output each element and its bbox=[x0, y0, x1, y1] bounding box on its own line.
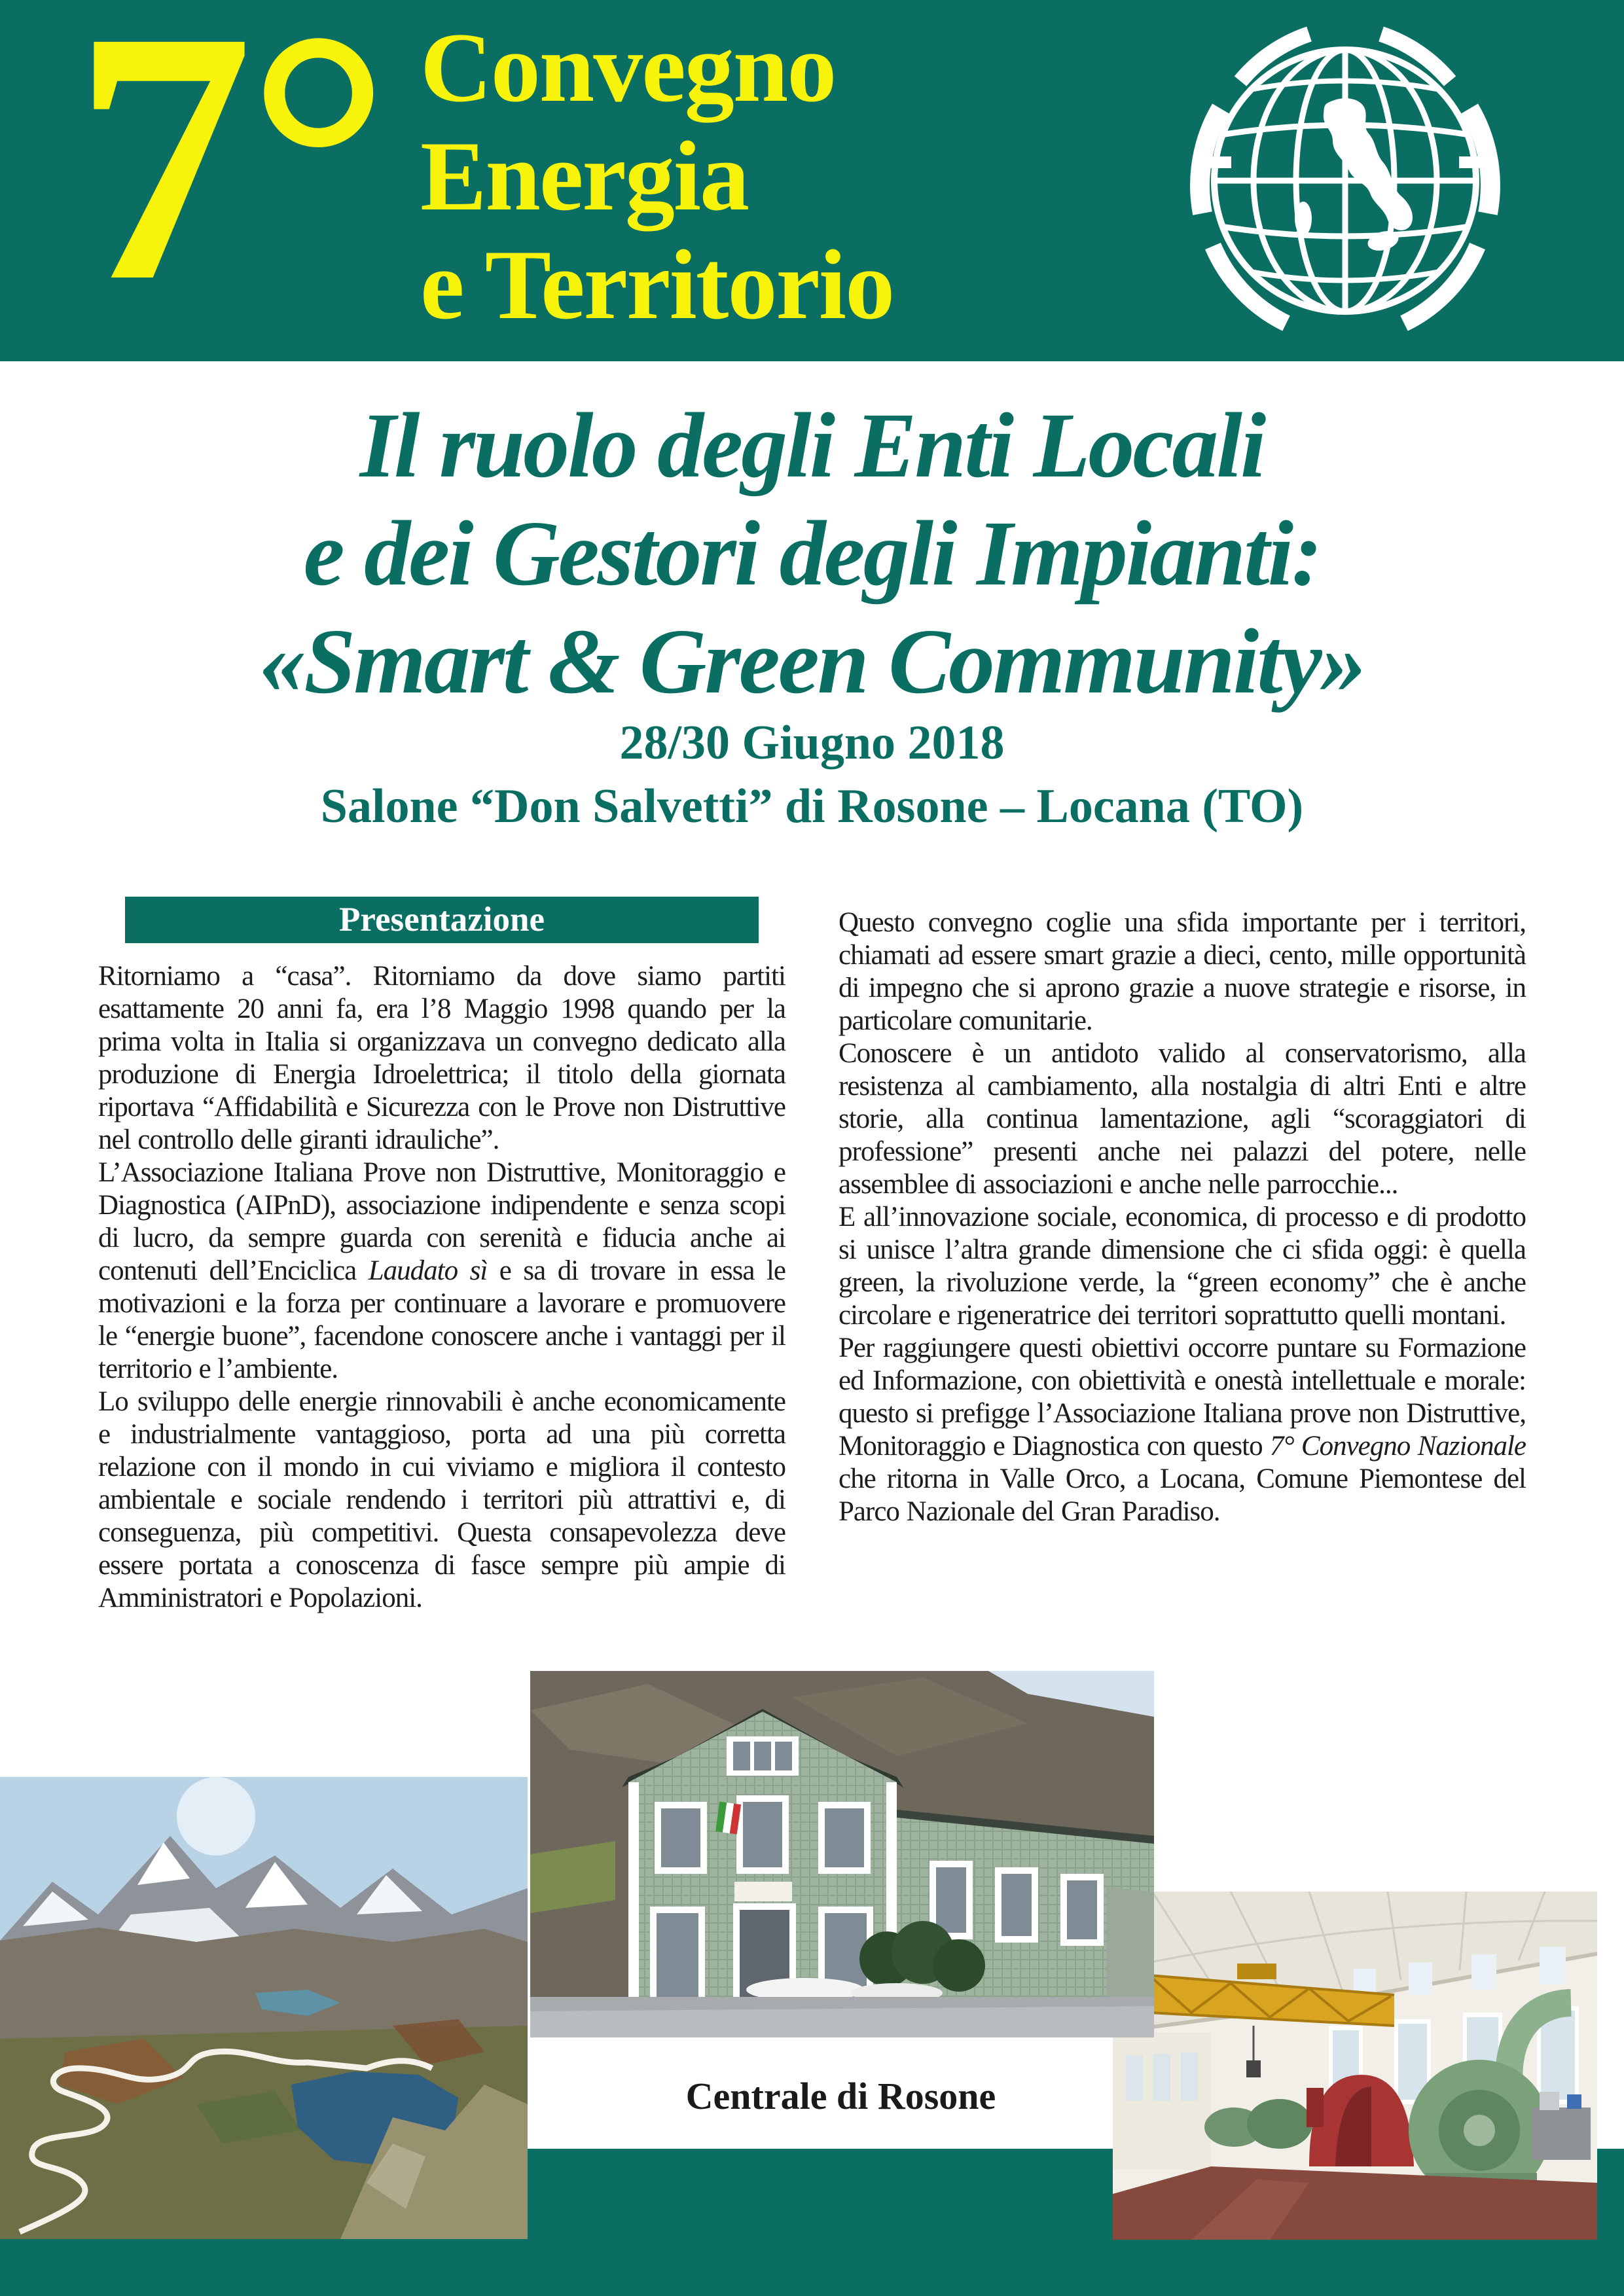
paragraph: E all’innovazione sociale, economica, di processo e di prodotto si unisce l’altra grande dimensione che ci sfida oggi: è quella green, la rivoluzione verde, la “green economy” che è anche circolare e rigeneratrice dei territori soprattutto quelli montani. bbox=[839, 1202, 1526, 1331]
aipnd-globe-logo bbox=[1175, 10, 1515, 351]
title-line: Convegno bbox=[420, 12, 836, 122]
presentation-right-column bbox=[839, 906, 1526, 1528]
presentation-right-text bbox=[839, 906, 1526, 1528]
presentation-heading bbox=[125, 897, 759, 943]
title-line: e dei Gestori degli Impianti: bbox=[303, 501, 1321, 605]
header-title bbox=[420, 13, 893, 339]
photo-caption: Centrale di Rosone bbox=[685, 2075, 996, 2117]
header-band bbox=[0, 0, 1624, 361]
title-line: Energia bbox=[420, 121, 749, 231]
photo-centrale-building bbox=[530, 1671, 1154, 2037]
paragraph: Lo sviluppo delle energie rinnovabili è anche economicamente e industrialmente vantaggioso, porta ad una più corretta relazione con il mondo in cui viviamo e migliora il contesto ambientale e sociale rendendo i territori più attrattivi e, di conseguenza, più competitivi. Questa consapevolezza deve essere portata a conoscenza di fasce sempre più ampie di Amministratori e Popolazioni. bbox=[98, 1386, 785, 1613]
photo-mountain-landscape bbox=[0, 1777, 528, 2239]
edition-number: 7° bbox=[73, 0, 384, 355]
conference-date: 28/30 Giugno 2018 bbox=[619, 716, 1005, 770]
paragraph: Questo convegno coglie una sfida importante per i territori, chiamati ad essere smart grazie a dieci, cento, mille opportunità di impegno che si aprono grazie a nuove strategie e risorse, in particolare comunitarie. bbox=[839, 907, 1526, 1036]
conference-venue: Salone “Don Salvetti” di Rosone – Locana (TO) bbox=[320, 780, 1304, 833]
paragraph: Per raggiungere questi obiettivi occorre puntare su Formazione ed Informazione, con obiettività e onestà intellettuale e morale: questo si prefigge l’Associazione Italiana prove non Distruttive, Monitoraggio e Diagnostica con questo 7° Convegno Nazionale che ritorna in Valle Orco, a Locana, Comune Piemontese del Parco Nazionale del Gran Paradiso. bbox=[839, 1333, 1526, 1527]
title-line: Il ruolo degli Enti Locali bbox=[359, 393, 1265, 497]
paragraph: Conoscere è un antidoto valido al conservatorismo, alla resistenza al cambiamento, alla nostalgia di altri Enti e altre storie, alla continua lamentazione, agli “scoraggiatori di professione” presenti anche nei palazzi del potere, nelle assemblee di associazioni e anche nelle parrocchie... bbox=[839, 1038, 1526, 1200]
paragraph: L’Associazione Italiana Prove non Distruttive, Monitoraggio e Diagnostica (AIPnD), associazione indipendente e senza scopi di lucro, da sempre guarda con serenità e fiducia anche ai contenuti dell’Enciclica Laudato sì e sa di trovare in essa le motivazioni e la forza per continuare a lavorare e promuovere le “energie buone”, facendone conoscere anche i vantaggi per il territorio e l’ambiente. bbox=[98, 1157, 785, 1384]
photo-turbine-hall bbox=[1113, 1892, 1597, 2240]
presentation-left-column bbox=[98, 897, 785, 1615]
title-line: e Territorio bbox=[420, 230, 894, 340]
presentation-left-text bbox=[98, 960, 785, 1615]
title-line: «Smart & Green Community» bbox=[259, 609, 1365, 713]
paragraph: Ritorniamo a “casa”. Ritorniamo da dove siamo partiti esattamente 20 anni fa, era l’8 Maggio 1998 quando per la prima volta in Italia si organizzava un convegno dedicato alla produzione di Energia Idroelettrica; il titolo della giornata riportava “Affidabilità e Sicurezza con le Prove non Distruttive nel controllo delle giranti idrauliche”. bbox=[98, 961, 785, 1155]
conference-title bbox=[0, 391, 1624, 715]
presentation-heading-label: Presentazione bbox=[339, 901, 545, 939]
